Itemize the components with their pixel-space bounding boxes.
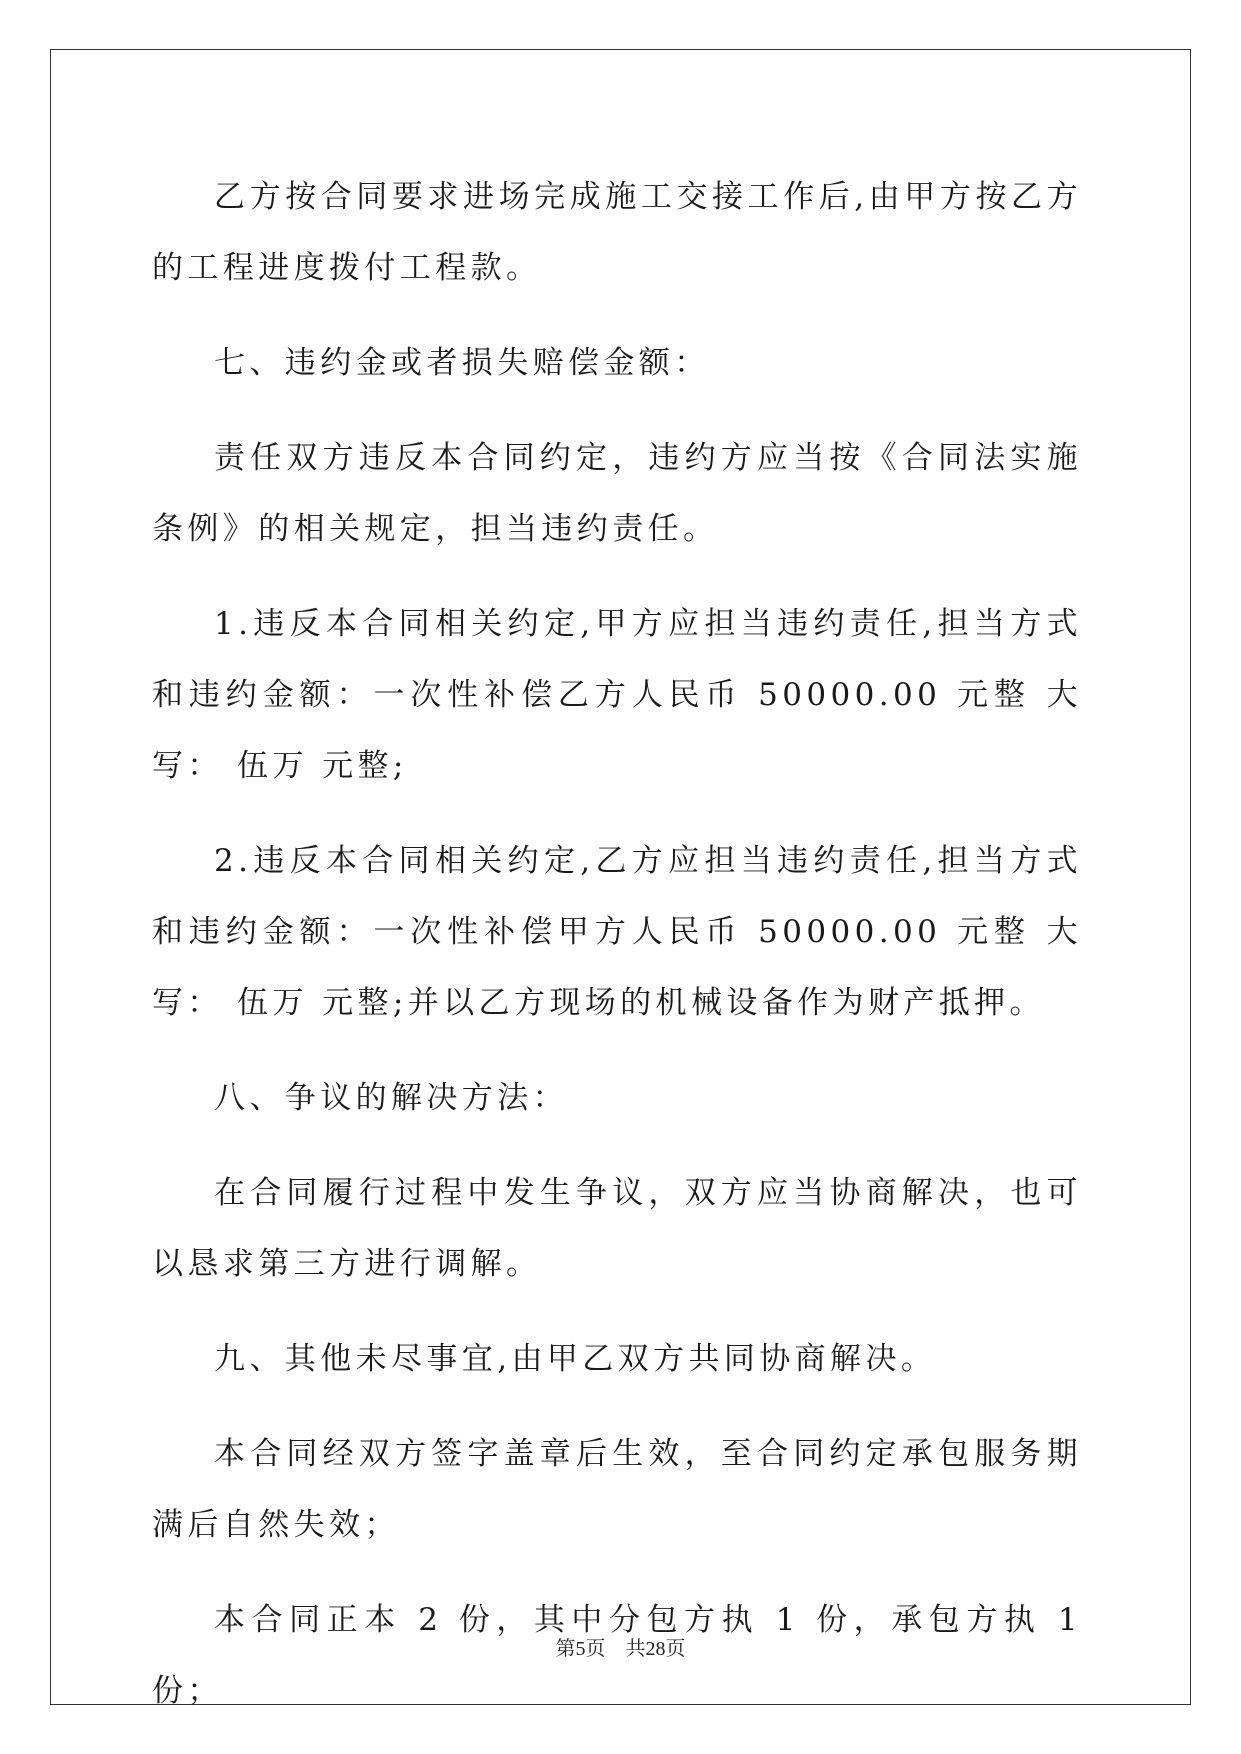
heading-dispute-resolution: 八、争议的解决方法： [214,1080,568,1116]
current-page-number: 第5页 [555,1638,606,1660]
paragraph-effectiveness: 本合同经双方签字盖章后生效，至合同约定承包服务期满后自然失效； [152,1436,1082,1543]
paragraph-breach-liability: 责任双方违反本合同约定，违约方应当按《合同法实施条例》的相关规定，担当违约责任。 [152,440,1082,547]
paragraph-other-matters: 九、其他未尽事宜,由甲乙双方共同协商解决。 [214,1341,937,1377]
document-body [152,162,1097,1751]
paragraph-copies: 本合同正本 2 份，其中分包方执 1 份，承包方执 1 份； [152,1602,1097,1709]
paragraph-progress-payment: 乙方按合同要求进场完成施工交接工作后,由甲方按乙方的工程进度拨付工程款。 [152,179,1082,286]
heading-penalty: 七、违约金或者损失赔偿金额： [214,345,710,381]
paragraph-party-b-breach: 2.违反本合同相关约定,乙方应担当违约责任,担当方式和违约金额：一次性补偿甲方人民币 50000.00 元整 大写： 伍万 元整;并以乙方现场的机械设备作为财产抵押。 [152,843,1082,1021]
paragraph-party-a-breach: 1.违反本合同相关约定,甲方应担当违约责任,担当方式和违约金额：一次性补偿乙方人民币 50000.00 元整 大写： 伍万 元整; [152,606,1082,784]
total-page-count: 共28页 [625,1638,686,1660]
paragraph-dispute-mediation: 在合同履行过程中发生争议，双方应当协商解决，也可以恳求第三方进行调解。 [152,1175,1082,1282]
page-footer [0,1632,1241,1661]
